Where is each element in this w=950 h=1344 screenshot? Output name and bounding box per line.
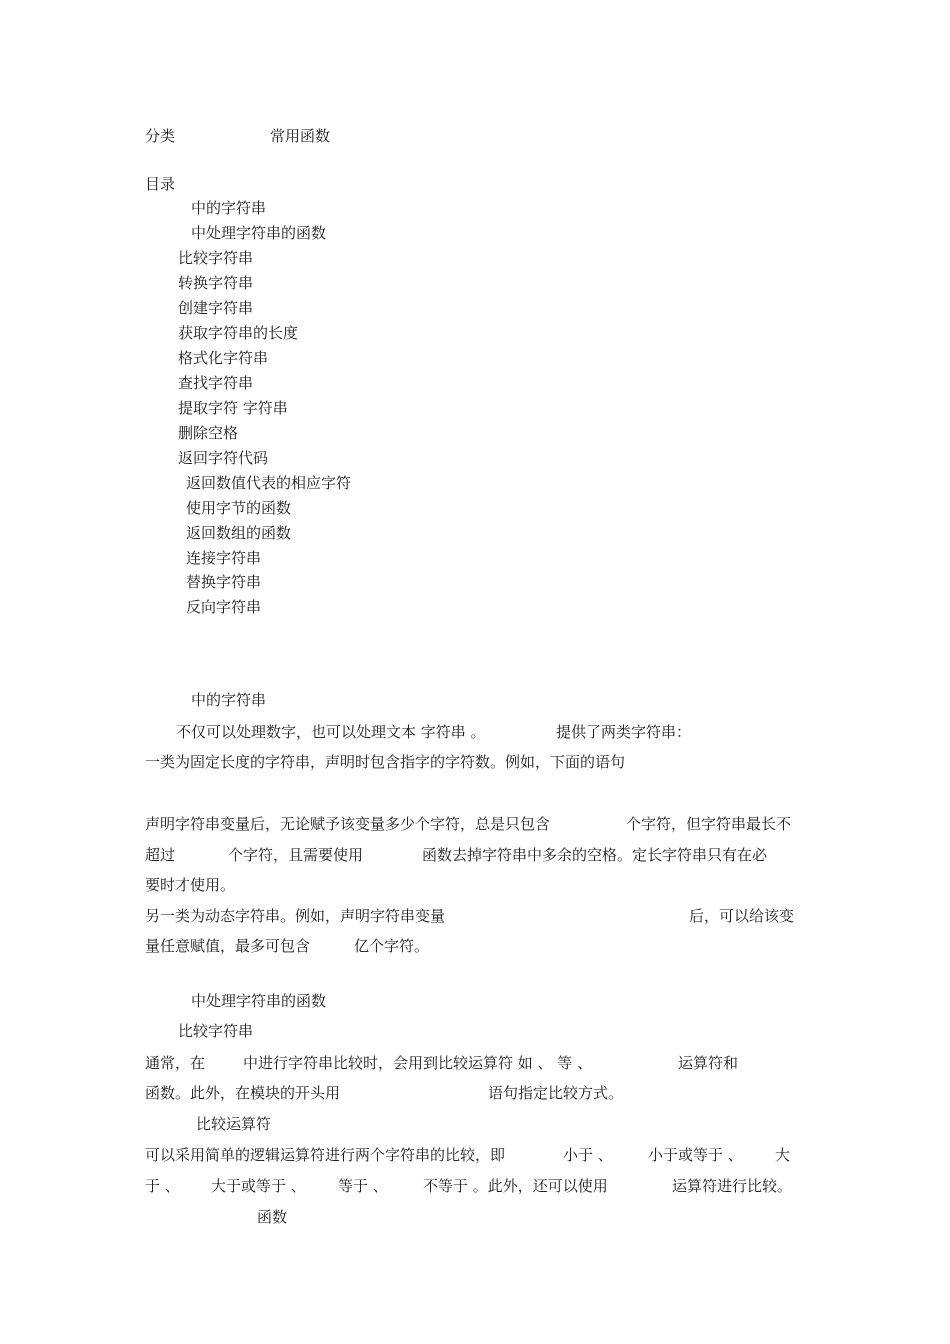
toc-item[interactable]: 反向字符串 [186, 598, 262, 616]
paragraph-text: 提供了两类字符串： [556, 723, 692, 741]
paragraph-text: 小于 、 [563, 1146, 613, 1164]
paragraph-text: 小于或等于 、 [648, 1146, 743, 1164]
subsection-heading: 比较运算符 [196, 1115, 272, 1133]
toc-item[interactable]: 替换字符串 [186, 573, 262, 591]
toc-item[interactable]: 转换字符串 [178, 274, 254, 292]
category-label: 分类 [145, 127, 176, 145]
paragraph-text: 声明字符串变量后，无论赋予该变量多少个字符，总是只包含 [145, 815, 551, 833]
paragraph-text: 中进行字符串比较时，会用到比较运算符 如 、 等 、 [243, 1054, 593, 1072]
subsection-heading: 函数 [257, 1208, 288, 1226]
paragraph-text: 一类为固定长度的字符串，声明时包含指字的字符数。例如，下面的语句 [145, 753, 626, 771]
paragraph-text: 运算符和 [678, 1054, 739, 1072]
toc-item[interactable]: 删除空格 [178, 424, 239, 442]
paragraph-text: 要时才使用。 [145, 876, 236, 894]
toc-item[interactable]: 返回字符代码 [178, 449, 269, 467]
toc-item[interactable]: 返回数组的函数 [186, 524, 292, 542]
toc-heading: 目录 [145, 175, 176, 193]
paragraph-text: 可以采用简单的逻辑运算符进行两个字符串的比较，即 [145, 1146, 506, 1164]
paragraph-text: 量任意赋值，最多可包含 [145, 937, 311, 955]
paragraph-text: 不仅可以处理数字，也可以处理文本 字符串 。 [176, 723, 486, 741]
paragraph-text: 个字符，且需要使用 [228, 846, 364, 864]
paragraph-text: 大 [775, 1146, 791, 1164]
toc-item[interactable]: 获取字符串的长度 [178, 324, 299, 342]
toc-item[interactable]: 使用字节的函数 [186, 499, 292, 517]
paragraph-text: 函数去掉字符串中多余的空格。定长字符串只有在必 [422, 846, 768, 864]
paragraph-text: 后，可以给该变 [689, 907, 795, 925]
paragraph-text: 函数。此外，在模块的开头用 [145, 1084, 341, 1102]
toc-item[interactable]: 提取字符 字符串 [178, 399, 288, 417]
toc-item[interactable]: 查找字符串 [178, 374, 254, 392]
section-heading: 中处理字符串的函数 [191, 992, 327, 1010]
paragraph-text: 等于 、 [338, 1177, 388, 1195]
section-heading: 中的字符串 [191, 691, 267, 709]
toc-item[interactable]: 创建字符串 [178, 299, 254, 317]
toc-item[interactable]: 中的字符串 [191, 199, 267, 217]
toc-item[interactable]: 比较字符串 [178, 249, 254, 267]
paragraph-text: 通常，在 [145, 1054, 206, 1072]
toc-item[interactable]: 格式化字符串 [178, 349, 269, 367]
paragraph-text: 不等于 。此外，还可以使用 [423, 1177, 608, 1195]
paragraph-text: 大于或等于 、 [211, 1177, 306, 1195]
page-title: 常用函数 [270, 127, 331, 145]
toc-item[interactable]: 连接字符串 [186, 549, 262, 567]
paragraph-text: 个字符，但字符串最长不 [626, 815, 792, 833]
paragraph-text: 亿个字符。 [354, 937, 430, 955]
toc-item[interactable]: 返回数值代表的相应字符 [186, 474, 352, 492]
paragraph-text: 另一类为动态字符串。例如，声明字符串变量 [145, 907, 446, 925]
toc-item[interactable]: 中处理字符串的函数 [191, 224, 327, 242]
subsection-heading: 比较字符串 [178, 1022, 254, 1040]
paragraph-text: 运算符进行比较。 [672, 1177, 793, 1195]
paragraph-text: 于 、 [145, 1177, 180, 1195]
paragraph-text: 语句指定比较方式。 [488, 1084, 624, 1102]
paragraph-text: 超过 [145, 846, 176, 864]
